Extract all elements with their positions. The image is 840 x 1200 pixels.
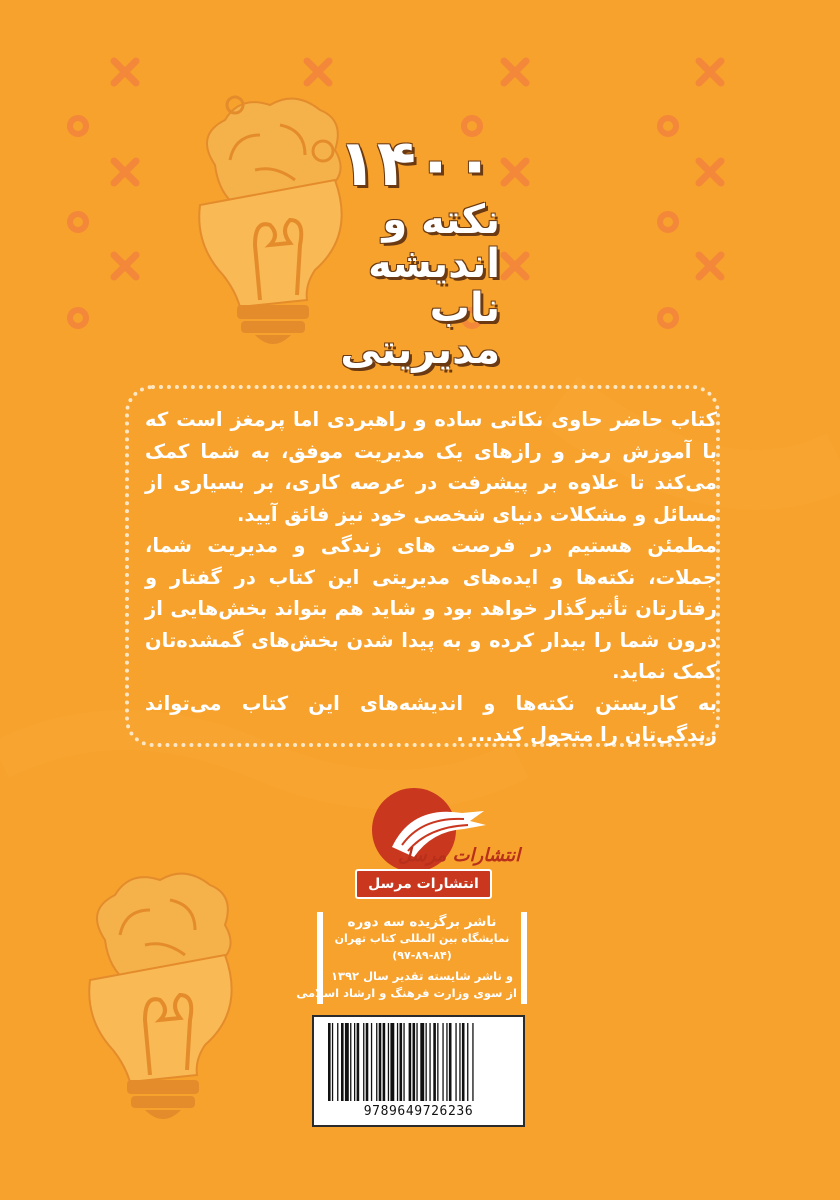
- isbn-barcode: [312, 1015, 525, 1127]
- description-paragraph-3: به کاربستن نکته‌ها و اندیشه‌های این کتاب می‌تواند زندگی‌تان را متحول کند... .: [145, 691, 717, 746]
- description-paragraph-1: کتاب حاضر حاوی نکاتی ساده و راهبردی اما پرمغز است که با آموزش رمز و رازهای یک مدیریت موفق، به شما کمک می‌کند تا علاوه بر پیشرفت در عرصه کاری، بر بسیاری از مسائل و مشکلات دنیای شخصی خود نیز فائق آیید.: [145, 408, 717, 526]
- title-line-3: ناب: [429, 285, 500, 331]
- award-line-1: ناشر برگزیده سه دوره: [347, 914, 497, 930]
- award-line-2: نمایشگاه بین المللی کتاب تهران: [334, 932, 510, 945]
- title-line-4: مدیریتی: [340, 327, 500, 373]
- publisher-award: [296, 912, 527, 1004]
- book-title: [330, 127, 500, 373]
- award-right-bar: [521, 912, 527, 1004]
- publisher-logo-script: انتشارات مرسل: [398, 845, 521, 866]
- barcode-number: 9789649726236: [363, 1104, 474, 1119]
- publisher-name-label: انتشارات مرسل: [355, 869, 492, 899]
- award-line-4: و ناشر شایسته تقدیر سال ۱۳۹۲: [331, 969, 513, 983]
- award-line-3: (۹۷-۸۹-۸۴): [392, 949, 452, 962]
- award-line-5: از سوی وزارت فرهنگ و ارشاد اسلامی: [296, 986, 517, 1000]
- description-paragraph-2: مطمئن هستیم در فرصت های زندگی و مدیریت شما، جملات، نکته‌ها و ایده‌های مدیریتی این کتاب در گفتار و رفتارتان تأثیرگذار خواهد بود و شاید هم بتواند بخش‌هایی از درون شما را بیدار کرده و به پیدا شدن بخش‌های گمشده‌تان کمک نماید.: [145, 534, 717, 683]
- description-text: [145, 404, 717, 751]
- lightbulb-brain-icon: [199, 97, 341, 344]
- title-line-2: اندیشه: [368, 241, 500, 287]
- barcode-icon: [314, 1023, 523, 1103]
- title-number: ۱۴۰۰: [337, 127, 494, 201]
- title-line-1: نکته و: [382, 197, 500, 243]
- lightbulb-brain-icon: [89, 874, 231, 1119]
